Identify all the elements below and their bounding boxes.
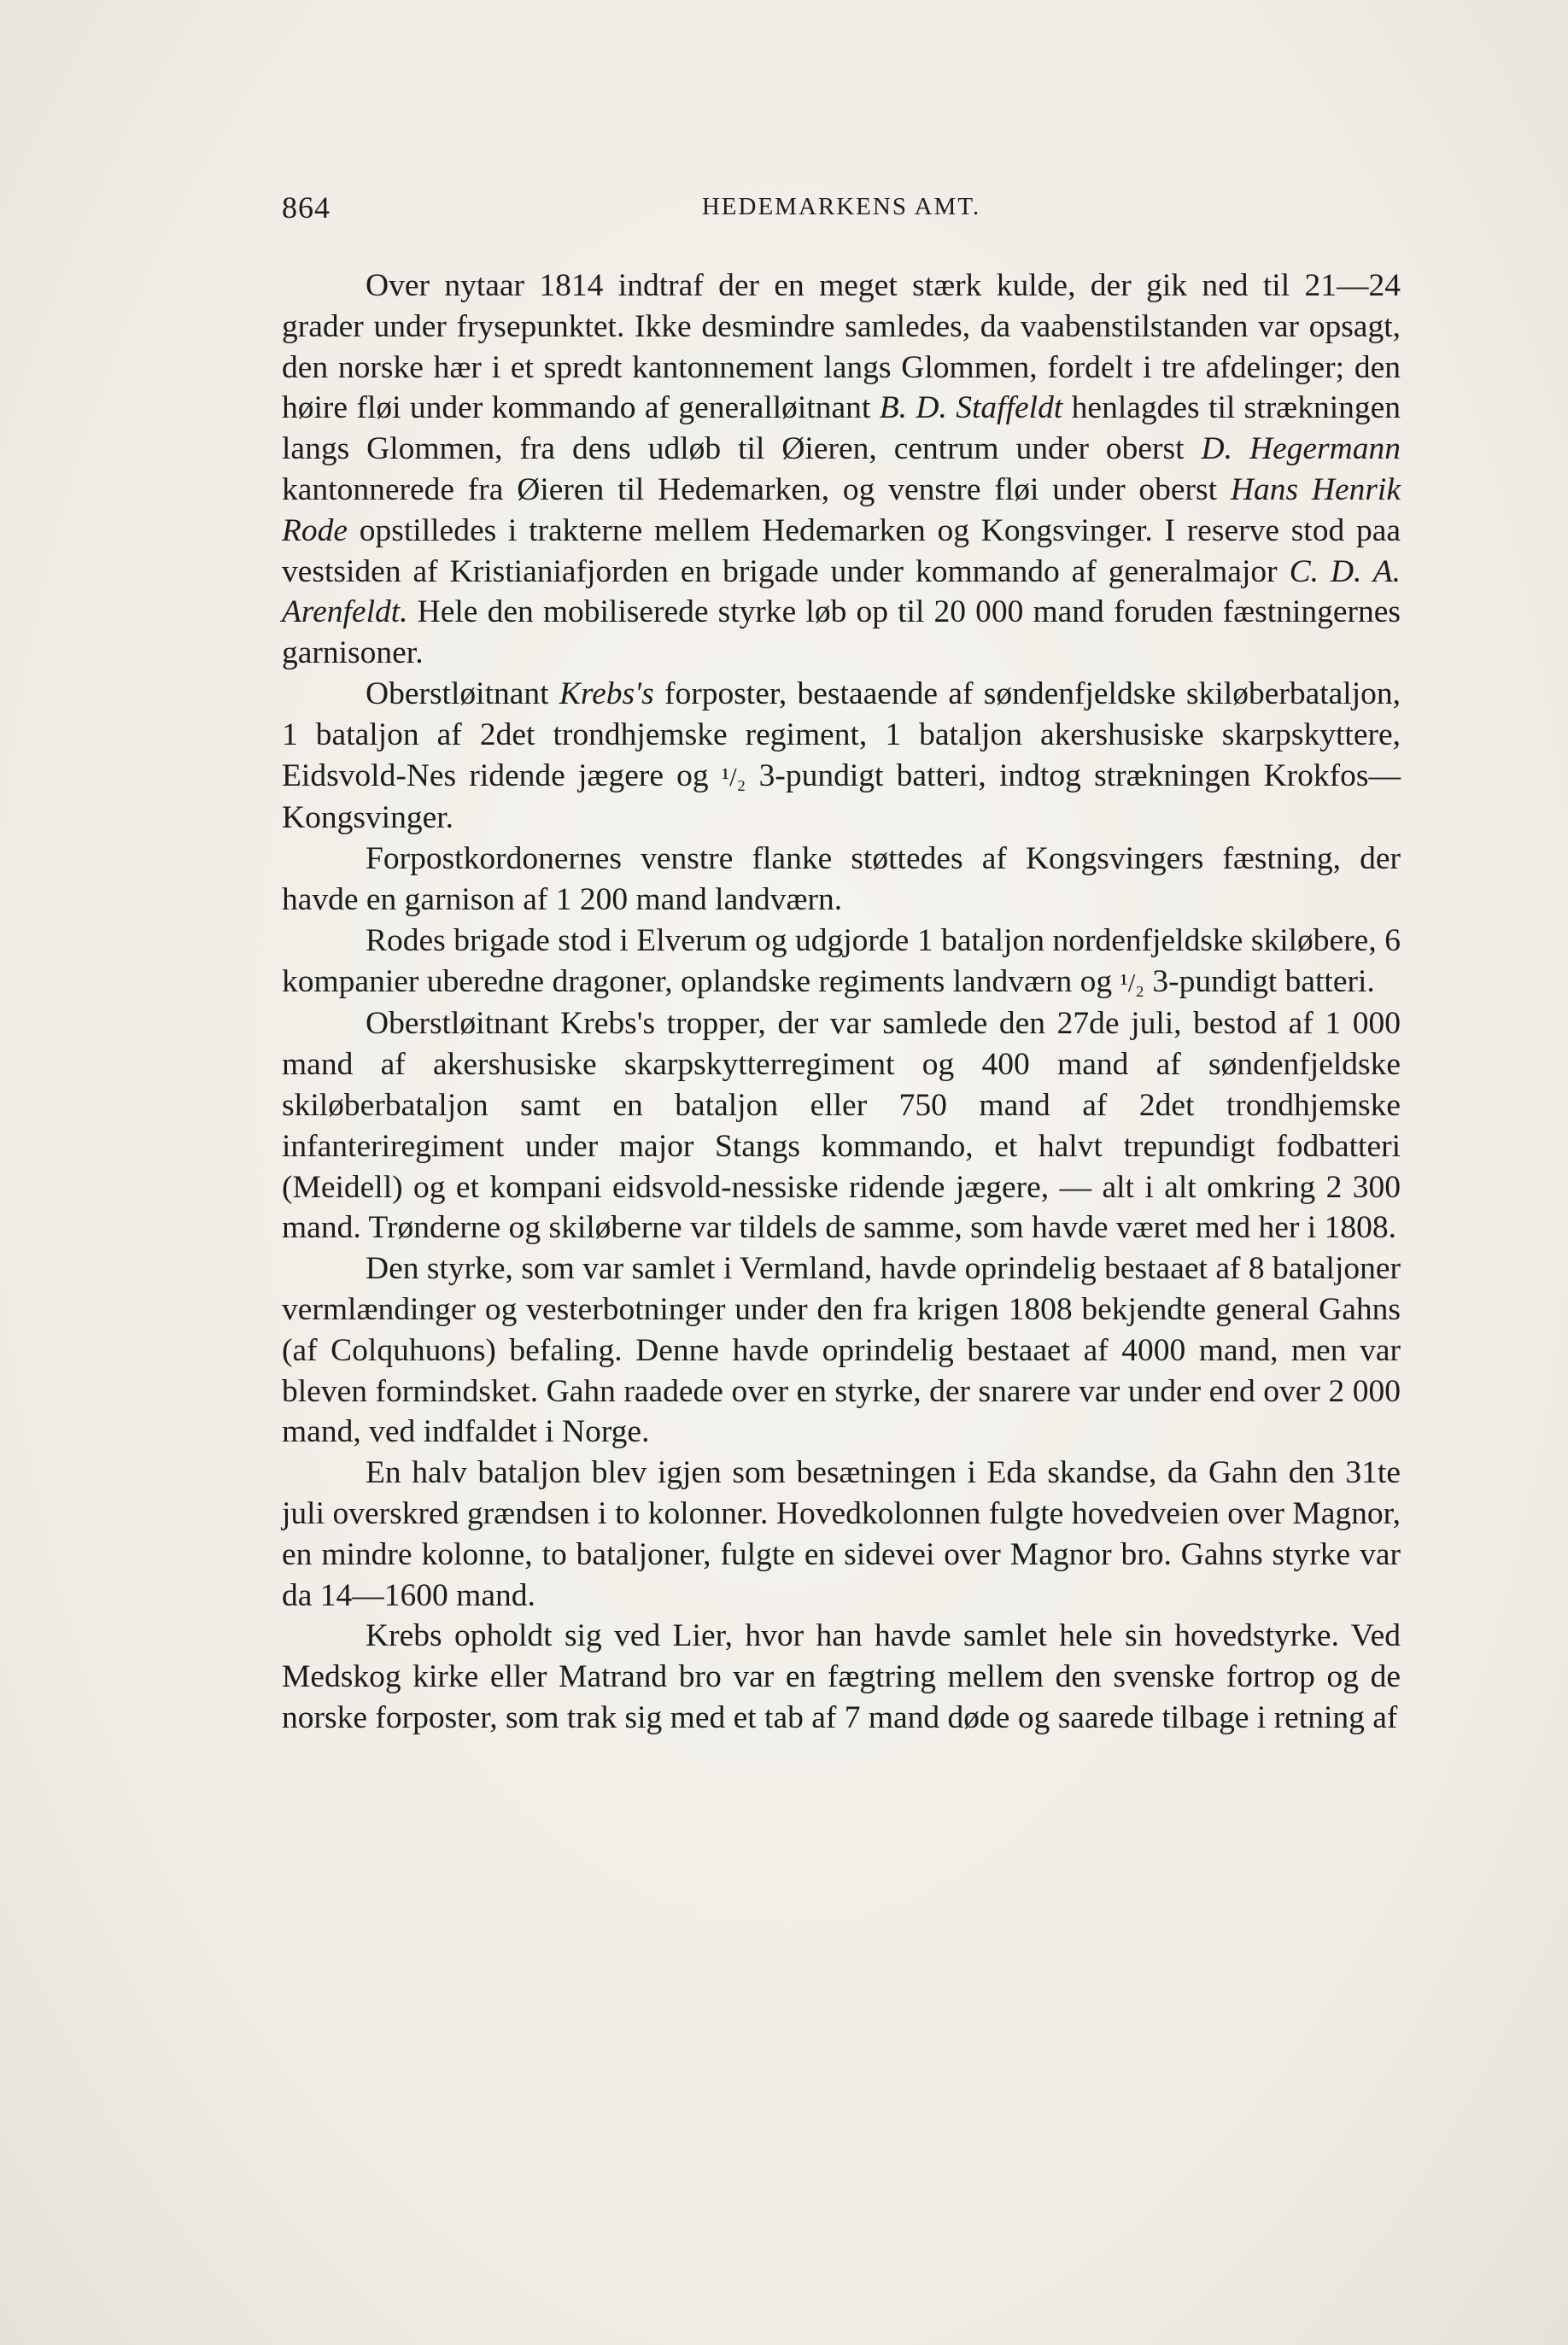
paragraph — [282, 839, 1401, 921]
text-run: henlagdes til strækningen langs Glommen, fra dens udløb til Øieren, centrum under oberst — [282, 390, 1401, 467]
text-run: En halv bataljon blev igjen som besætningen i Eda skandse, da Gahn den 31te juli overskred grændsen i to kolonner. Hovedkolonnen fulgte hovedveien over Magnor, en mindre kolonne, to bataljoner, fulgte en sidevei over Magnor bro. Gahns styrke var da 14—1600 mand. — [282, 1455, 1401, 1613]
text-run: Forpostkordonernes venstre flanke støttedes af Kongsvingers fæstning, der havde en garnison af 1 200 mand landværn. — [282, 841, 1401, 917]
text-run: forposter, bestaaende af søndenfjeldske skiløberbataljon, 1 bataljon af 2det trondhjemske regiment, 1 bataljon akershusiske skarpskyttere, Eidsvold-Nes ridende jægere og — [282, 675, 1401, 793]
paragraph — [282, 1453, 1401, 1616]
text-run: Krebs opholdt sig ved Lier, hvor han havde samlet hele sin hovedstyrke. Ved Medskog kirke eller Matrand bro var en fægtring mellem den svenske fortrop og de norske forposter, som trak sig med et tab af 7 mand døde og saarede tilbage i retning af — [282, 1618, 1401, 1735]
text-run: opstilledes i trakterne mellem Hedemarken og Kongsvinger. I reserve stod paa vestsiden af Kristianiafjorden en brigade under kommando af generalmajor — [282, 512, 1401, 589]
fraction: ¹/₂ — [1120, 968, 1145, 997]
fraction: ¹/₂ — [721, 762, 746, 792]
paragraph — [282, 921, 1401, 1004]
text-run: Oberstløitnant — [366, 675, 559, 711]
paragraph — [282, 1003, 1401, 1249]
italic-name: B. D. Staffeldt — [879, 390, 1063, 426]
text-run: Oberstløitnant Krebs's tropper, der var samlede den 27de juli, bestod af 1 000 mand af akershusiske skarpskytterregiment og 400 mand af søndenfjeldske skiløberbataljon samt en bataljon eller 750 mand af 2det trondhjemske infanteriregiment under major Stangs kommando, et halvt trepundigt fodbatteri (Meidell) og et kompani eidsvold-nessiske ridende jægere, — alt i alt omkring 2 300 mand. Trønderne og skiløberne var tildels de samme, som havde været med her i 1808. — [282, 1006, 1401, 1246]
paragraph — [282, 266, 1401, 674]
paragraph — [282, 1616, 1401, 1738]
text-run: kantonnerede fra Øieren til Hedemarken, og venstre fløi under oberst — [282, 471, 1231, 507]
text-run: Over nytaar 1814 indtraf der en meget stærk kulde, der gik ned til 21—24 grader under frysepunktet. Ikke desmindre samledes, da vaabenstilstanden var opsagt, den norske hær i et spredt kantonnement langs Glommen, fordelt i tre afdelinger; den høire fløi under kommando af generalløitnant — [282, 268, 1401, 426]
running-title: HEDEMARKENS AMT. — [701, 193, 981, 220]
text-run: Rodes brigade stod i Elverum og udgjorde 1 bataljon nordenfjeldske skiløbere, 6 kompanier uberedne dragoner, oplandske regiments landværn og — [282, 922, 1401, 999]
text-run: 3-pundigt batteri, indtog strækningen Krokfos—Kongsvinger. — [282, 757, 1401, 836]
page-header — [282, 190, 1401, 232]
page-number: 864 — [282, 190, 331, 225]
text-run: 3-pundigt batteri. — [1144, 963, 1375, 999]
paragraph — [282, 674, 1401, 839]
italic-name: Krebs's — [559, 675, 654, 711]
paragraph — [282, 1249, 1401, 1453]
body-text — [282, 266, 1401, 1739]
text-run: Hele den mobiliserede styrke løb op til 20 000 mand foruden fæstningernes garnisoner. — [282, 594, 1401, 671]
text-run: Den styrke, som var samlet i Vermland, havde oprindelig bestaaet af 8 bataljoner vermlændinger og vesterbotninger under den fra krigen 1808 bekjendte general Gahns (af Colquhuons) befaling. Denne havde oprindelig bestaaet af 4000 mand, men var bleven formindsket. Gahn raadede over en styrke, der snarere var under end over 2 000 mand, ved indfaldet i Norge. — [282, 1251, 1401, 1450]
italic-name: C. D. A. Arenfeldt. — [282, 553, 1401, 630]
italic-name: Hans Henrik Rode — [282, 471, 1401, 548]
italic-name: D. Hegermann — [1201, 431, 1401, 467]
